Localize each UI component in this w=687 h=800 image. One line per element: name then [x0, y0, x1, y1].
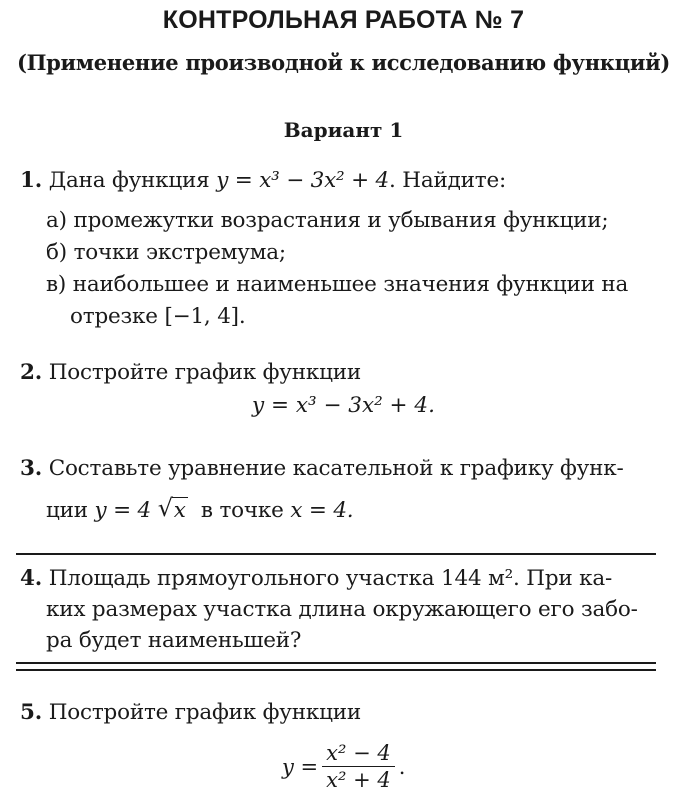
- divider-line-double-bottom: [16, 669, 656, 671]
- task-point: x = 4.: [290, 498, 354, 523]
- task-3-line-2: [46, 494, 354, 523]
- formula-lhs: y =: [282, 754, 319, 779]
- fraction: [322, 742, 395, 791]
- task-2-formula: [0, 393, 687, 418]
- formula-end: .: [398, 754, 406, 779]
- divider-line: [16, 553, 656, 555]
- task-text: Площадь прямоугольного участка 144 м². При ка-: [48, 566, 613, 591]
- task-number: 1.: [20, 168, 43, 193]
- divider-line-double-top: [16, 662, 656, 664]
- task-2: [20, 360, 361, 385]
- task-text: ции: [46, 498, 88, 523]
- page-subtitle: (Применение производной к исследованию функций): [16, 50, 671, 75]
- task-3: [20, 456, 624, 481]
- task-number: 5.: [20, 700, 43, 725]
- task-text: Постройте график функции: [48, 700, 362, 725]
- sqrt-expression: [157, 494, 188, 523]
- task-4: [20, 566, 612, 591]
- task-1-item-a: а) промежутки возрастания и убывания функции;: [46, 208, 609, 233]
- task-text: Постройте график функции: [48, 360, 362, 385]
- variant-heading: Вариант 1: [283, 118, 404, 142]
- task-1: [20, 168, 506, 193]
- task-text: в точке: [200, 498, 284, 523]
- task-4-line-2: ких размерах участка длина окружающего его забо-: [46, 597, 638, 622]
- task-text: Дана функция: [48, 168, 210, 193]
- task-number: 3.: [20, 456, 43, 481]
- task-text: Составьте уравнение касательной к графику функ-: [48, 456, 624, 481]
- task-formula: y = 4: [94, 498, 152, 523]
- task-number: 4.: [20, 566, 43, 591]
- radical-sign: √: [157, 494, 173, 522]
- sqrt-argument: x: [173, 498, 186, 523]
- fraction-numerator: x² − 4: [322, 742, 395, 767]
- task-formula: y = x³ − 3x² + 4: [216, 168, 390, 193]
- formula: y = x³ − 3x² + 4.: [252, 393, 435, 418]
- task-text: . Найдите:: [389, 168, 507, 193]
- fraction-denominator: x² + 4: [326, 768, 391, 792]
- page-title: КОНТРОЛЬНАЯ РАБОТА № 7: [162, 6, 525, 34]
- task-1-item-b: б) точки экстремума;: [46, 240, 286, 265]
- task-4-line-3: ра будет наименьшей?: [46, 628, 302, 653]
- task-5-formula: [282, 742, 405, 791]
- task-number: 2.: [20, 360, 43, 385]
- task-1-item-c-continued: отрезке [−1, 4].: [70, 304, 246, 329]
- task-1-item-c: в) наибольшее и наименьшее значения функции на: [46, 272, 629, 297]
- task-5: [20, 700, 361, 725]
